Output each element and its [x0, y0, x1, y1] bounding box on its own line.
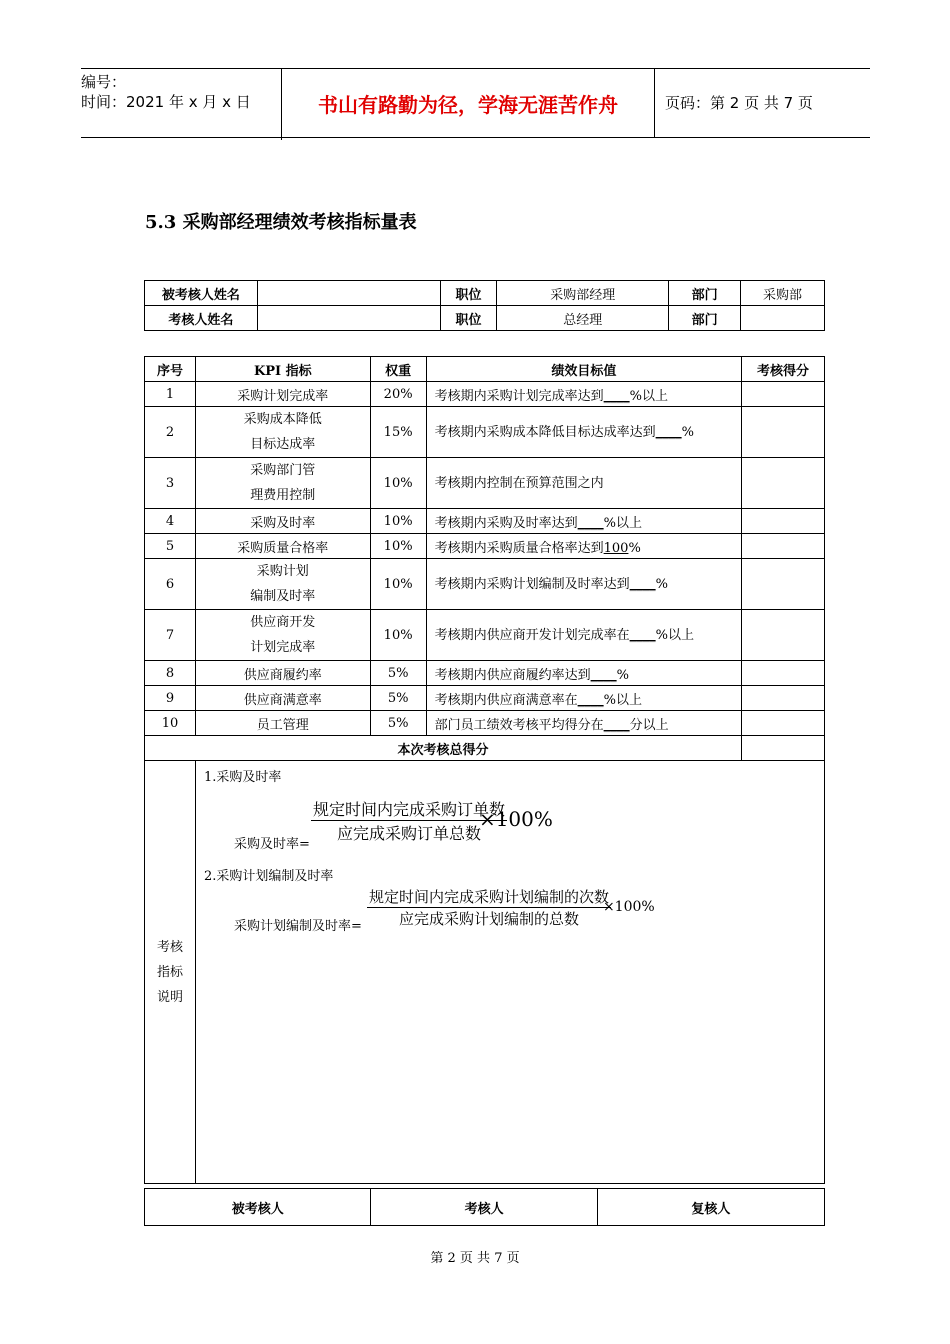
kpi-name-cell	[195, 458, 370, 509]
assessee-position: 采购部经理	[497, 281, 669, 306]
assessee-dept: 采购部	[741, 281, 825, 306]
table-row	[145, 458, 825, 509]
position-label: 职位	[440, 281, 497, 306]
weight: 15%	[370, 407, 426, 458]
explain-side-label	[145, 761, 196, 1184]
assessor-label: 考核人姓名	[145, 306, 258, 331]
kpi-header-row	[145, 357, 825, 382]
score-cell[interactable]	[742, 534, 825, 559]
kpi-name-line2: 计划完成率	[250, 640, 316, 655]
kpi-name-cell	[195, 509, 370, 534]
explain-side-label-3: 说明	[156, 989, 183, 1005]
kpi-name-line2: 理费用控制	[250, 488, 316, 503]
header-page-info: 页码：第 2 页 共 7 页	[665, 94, 813, 112]
target-text: 考核期内采购及时率达到	[434, 515, 578, 531]
kpi-name-cell	[195, 661, 370, 686]
target-suffix: %以上	[603, 692, 642, 708]
target-value	[426, 534, 742, 559]
kpi-name: 采购质量合格率	[237, 540, 329, 556]
info-table	[144, 280, 825, 331]
col-header-no: 序号	[145, 357, 196, 382]
target-blank: ____	[629, 627, 656, 643]
kpi-name-line1: 采购部门管	[250, 463, 316, 478]
col-header-score: 考核得分	[742, 357, 825, 382]
target-text: 考核期内采购成本降低目标达成率达到	[434, 424, 656, 440]
kpi-name: 采购计划完成率	[237, 388, 329, 404]
target-text: 考核期内控制在预算范围之内	[434, 475, 604, 491]
kpi-name-line1: 采购计划	[256, 564, 309, 579]
page-header	[81, 68, 870, 138]
target-text: 考核期内采购计划完成率达到	[434, 388, 604, 404]
target-value	[426, 407, 742, 458]
target-suffix: %以上	[629, 388, 668, 404]
target-suffix: %	[655, 576, 668, 592]
kpi-name-cell	[195, 382, 370, 407]
item2-multiplier: ×100%	[602, 899, 655, 915]
target-suffix: %以上	[603, 515, 642, 531]
target-value	[426, 509, 742, 534]
item1-multiplier: ×100%	[478, 807, 553, 831]
header-motto: 书山有路勤为径，学海无涯苦作舟	[282, 69, 655, 137]
target-text: 考核期内采购质量合格率达到	[434, 540, 604, 556]
explain-side-label-2: 指标	[156, 964, 183, 980]
target-blank: ____	[577, 692, 604, 708]
total-label: 本次考核总得分	[145, 736, 742, 761]
signature-table	[144, 1188, 825, 1226]
weight: 5%	[370, 711, 426, 736]
section-title: 5.3 采购部经理绩效考核指标量表	[145, 212, 417, 233]
info-row-assessee	[145, 281, 825, 306]
total-score-cell[interactable]	[742, 736, 825, 761]
explain-content	[195, 761, 824, 1184]
weight: 5%	[370, 686, 426, 711]
item2-numerator: 规定时间内完成采购计划编制的次数	[368, 888, 609, 906]
signature-reviewer: 复核人	[597, 1189, 824, 1226]
weight: 5%	[370, 661, 426, 686]
kpi-name-cell	[195, 407, 370, 458]
row-number: 9	[145, 686, 196, 711]
score-cell[interactable]	[742, 610, 825, 661]
target-blank: ____	[629, 576, 656, 592]
kpi-name-line1: 供应商开发	[250, 615, 316, 630]
score-cell[interactable]	[742, 407, 825, 458]
score-cell[interactable]	[742, 661, 825, 686]
signature-row	[145, 1189, 825, 1226]
row-number: 5	[145, 534, 196, 559]
row-number: 6	[145, 559, 196, 610]
target-blank: ____	[655, 424, 682, 440]
target-suffix: %	[616, 667, 629, 683]
kpi-name-line1: 采购成本降低	[243, 412, 322, 427]
table-row	[145, 534, 825, 559]
kpi-name-line2: 编制及时率	[250, 589, 316, 604]
target-value	[426, 458, 742, 509]
target-blank: ____	[590, 667, 617, 683]
item2-denominator: 应完成采购计划编制的总数	[398, 910, 579, 928]
assessor-dept-cell[interactable]	[741, 306, 825, 331]
time-label: 时间：2021 年 x 月 x 日	[81, 93, 251, 111]
kpi-name-cell	[195, 559, 370, 610]
target-suffix: %	[681, 424, 694, 440]
assessor-name-cell[interactable]	[257, 306, 440, 331]
target-blank: 100	[603, 540, 629, 556]
target-value	[426, 559, 742, 610]
target-value	[426, 686, 742, 711]
explain-row	[145, 761, 825, 1184]
kpi-name: 供应商履约率	[243, 667, 322, 683]
target-blank: ____	[603, 388, 630, 404]
item2-title: 2.采购计划编制及时率	[203, 869, 334, 884]
weight: 10%	[370, 610, 426, 661]
score-cell[interactable]	[742, 686, 825, 711]
col-header-weight: 权重	[370, 357, 426, 382]
score-cell[interactable]	[742, 509, 825, 534]
kpi-name-cell	[195, 711, 370, 736]
number-label: 编号：	[81, 73, 127, 91]
kpi-name: 员工管理	[256, 717, 309, 733]
kpi-table	[144, 356, 825, 1184]
table-row	[145, 711, 825, 736]
target-blank: ____	[603, 717, 630, 733]
row-number: 3	[145, 458, 196, 509]
score-cell[interactable]	[742, 711, 825, 736]
target-suffix: %以上	[655, 627, 694, 643]
kpi-name: 供应商满意率	[243, 692, 322, 708]
assessor-position: 总经理	[497, 306, 669, 331]
table-row	[145, 509, 825, 534]
row-number: 2	[145, 407, 196, 458]
weight: 10%	[370, 559, 426, 610]
row-number: 8	[145, 661, 196, 686]
target-value	[426, 610, 742, 661]
weight: 10%	[370, 509, 426, 534]
info-row-assessor	[145, 306, 825, 331]
weight: 10%	[370, 534, 426, 559]
item1-lhs: 采购及时率=	[233, 837, 310, 852]
table-row	[145, 661, 825, 686]
target-value	[426, 382, 742, 407]
assessee-name-cell[interactable]	[257, 281, 440, 306]
weight: 10%	[370, 458, 426, 509]
score-cell[interactable]	[742, 382, 825, 407]
table-row	[145, 559, 825, 610]
signature-assessee: 被考核人	[145, 1189, 371, 1226]
assessee-label: 被考核人姓名	[145, 281, 258, 306]
target-suffix: 分以上	[629, 717, 669, 733]
row-number: 4	[145, 509, 196, 534]
target-blank: ____	[577, 515, 604, 531]
signature-assessor: 考核人	[371, 1189, 597, 1226]
kpi-name-cell	[195, 610, 370, 661]
target-text: 考核期内供应商满意率在	[434, 692, 578, 708]
explain-side-label-1: 考核	[156, 939, 183, 955]
score-cell[interactable]	[742, 458, 825, 509]
item2-lhs: 采购计划编制及时率=	[233, 919, 362, 934]
kpi-name-cell	[195, 686, 370, 711]
row-number: 1	[145, 382, 196, 407]
kpi-name-cell	[195, 534, 370, 559]
dept-label: 部门	[669, 306, 741, 331]
table-row	[145, 610, 825, 661]
item1-fraction	[311, 797, 507, 844]
col-header-kpi: KPI 指标	[195, 357, 370, 382]
weight: 20%	[370, 382, 426, 407]
row-number: 10	[145, 711, 196, 736]
score-cell[interactable]	[742, 559, 825, 610]
table-row	[145, 382, 825, 407]
position-label: 职位	[440, 306, 497, 331]
kpi-name: 采购及时率	[250, 515, 316, 531]
table-row	[145, 407, 825, 458]
item2-fraction	[367, 886, 611, 929]
total-row	[145, 736, 825, 761]
dept-label: 部门	[669, 281, 741, 306]
target-text: 考核期内供应商开发计划完成率在	[434, 627, 630, 643]
col-header-target: 绩效目标值	[426, 357, 742, 382]
target-text: 考核期内采购计划编制及时率达到	[434, 576, 630, 592]
page-footer: 第 2 页 共 7 页	[430, 1251, 520, 1266]
header-meta	[81, 69, 282, 140]
item1-denominator: 应完成采购订单总数	[336, 824, 481, 843]
item1-numerator: 规定时间内完成采购订单数	[311, 797, 507, 821]
target-value	[426, 711, 742, 736]
item1-title: 1.采购及时率	[203, 770, 282, 785]
kpi-name-line2: 目标达成率	[250, 437, 316, 452]
table-row	[145, 686, 825, 711]
target-value	[426, 661, 742, 686]
target-suffix: %	[628, 540, 641, 556]
target-text: 部门员工绩效考核平均得分在	[434, 717, 604, 733]
row-number: 7	[145, 610, 196, 661]
target-text: 考核期内供应商履约率达到	[434, 667, 591, 683]
